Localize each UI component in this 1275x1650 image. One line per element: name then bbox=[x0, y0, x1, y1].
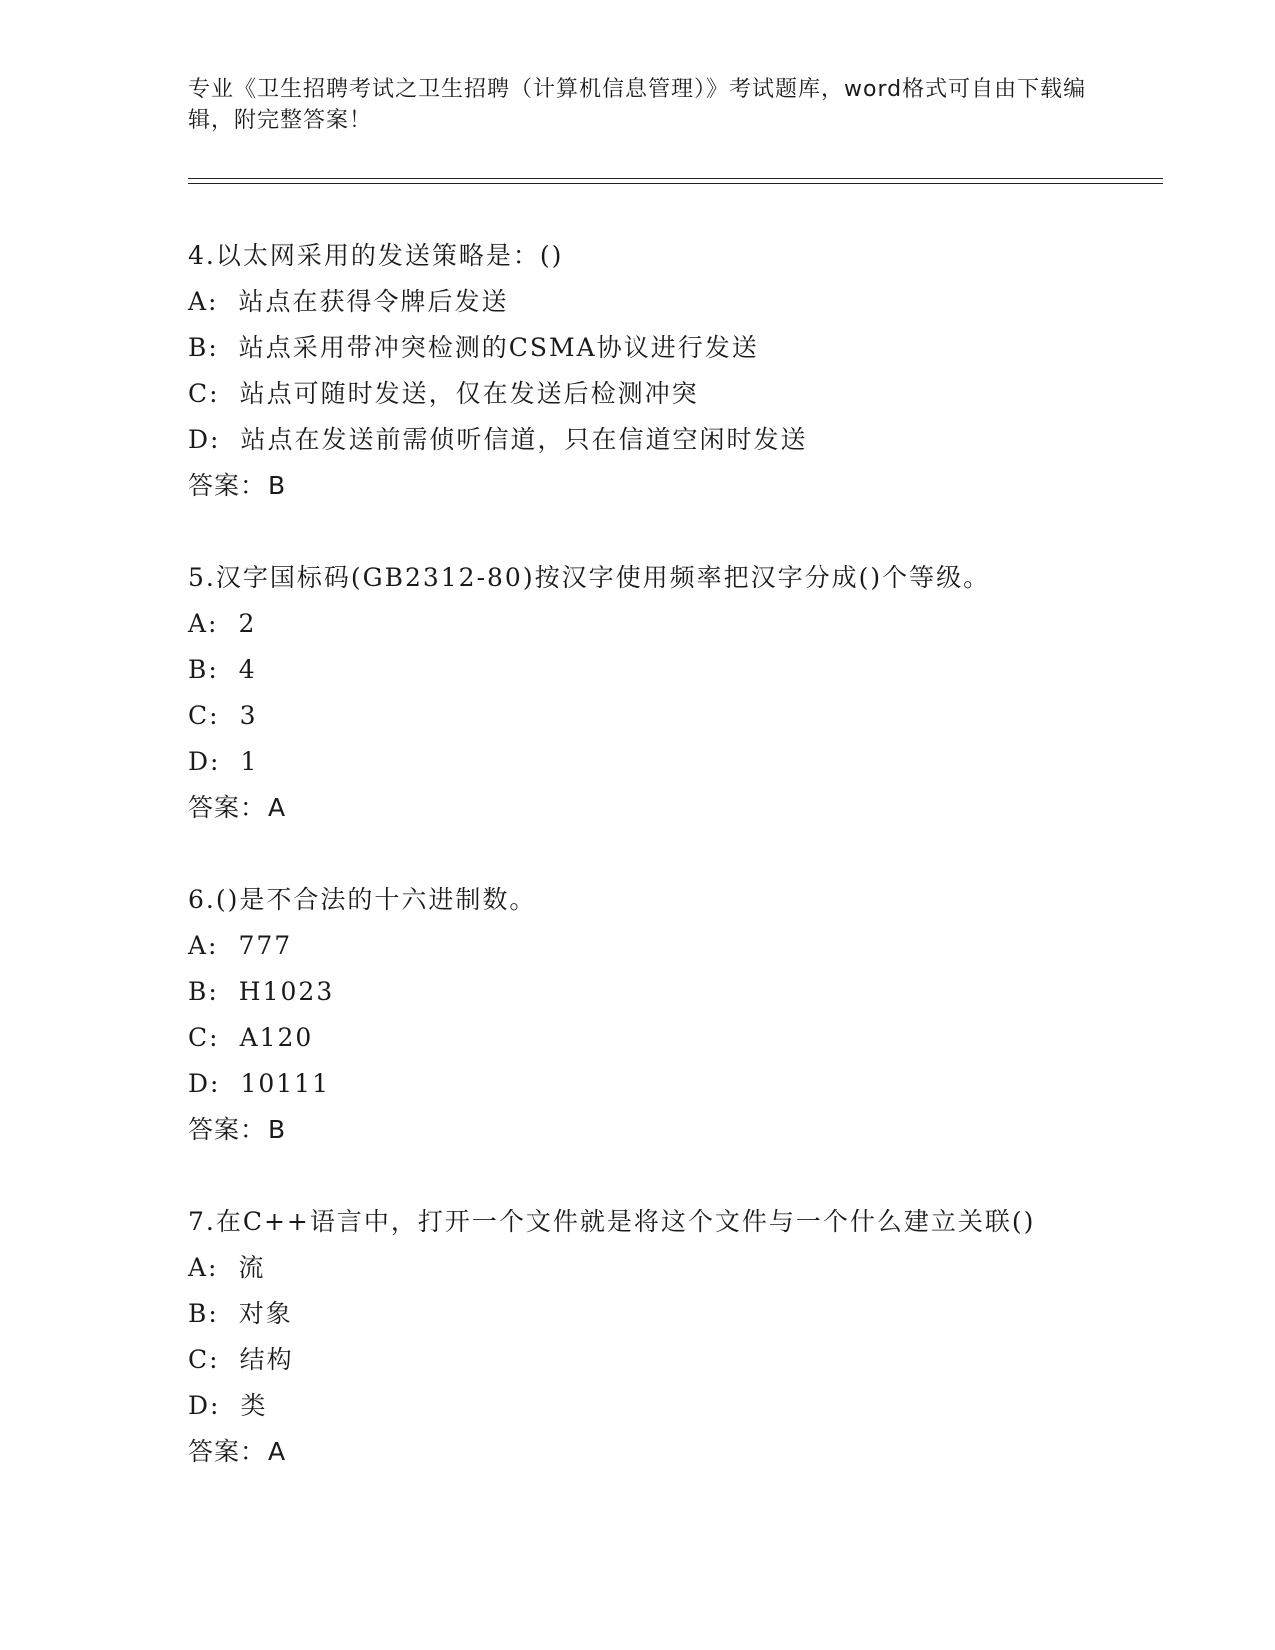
option-d bbox=[188, 1068, 1188, 1114]
option-text: A120 bbox=[239, 1023, 314, 1052]
question-stem: 7.在C++语言中，打开一个文件就是将这个文件与一个什么建立关联() bbox=[188, 1207, 1036, 1236]
answer-label: 答案： bbox=[188, 1115, 267, 1144]
option-letter: A: bbox=[188, 609, 219, 638]
option-c bbox=[188, 378, 1188, 424]
option-d bbox=[188, 424, 1188, 470]
option-text: 站点在获得令牌后发送 bbox=[238, 287, 509, 316]
header-divider-bottom bbox=[188, 183, 1163, 184]
option-a bbox=[188, 1252, 1188, 1298]
option-letter: D: bbox=[188, 1069, 221, 1098]
option-text: 结构 bbox=[239, 1345, 294, 1374]
option-letter: C: bbox=[188, 379, 220, 408]
option-letter: A: bbox=[188, 1253, 219, 1282]
option-b bbox=[188, 1298, 1188, 1344]
option-text: 1 bbox=[240, 747, 259, 776]
question-5 bbox=[188, 562, 1188, 838]
option-letter: C: bbox=[188, 701, 220, 730]
option-b bbox=[188, 654, 1188, 700]
option-letter: A: bbox=[188, 287, 219, 316]
option-text: 2 bbox=[238, 609, 257, 638]
option-a bbox=[188, 930, 1188, 976]
answer-label: 答案： bbox=[188, 1437, 267, 1466]
option-letter: B: bbox=[188, 655, 219, 684]
option-text: H1023 bbox=[238, 977, 335, 1006]
question-4 bbox=[188, 240, 1188, 516]
question-7 bbox=[188, 1206, 1188, 1482]
option-letter: C: bbox=[188, 1023, 220, 1052]
option-text: 777 bbox=[238, 931, 293, 960]
option-letter: B: bbox=[188, 1299, 219, 1328]
option-c bbox=[188, 1344, 1188, 1390]
answer-label: 答案： bbox=[188, 793, 267, 822]
question-6 bbox=[188, 884, 1188, 1160]
answer-value: B bbox=[268, 471, 287, 500]
answer-value: A bbox=[268, 793, 287, 822]
document-header: 专业《卫生招聘考试之卫生招聘（计算机信息管理）》考试题库，word格式可自由下载编辑，附完整答案！ bbox=[188, 77, 1087, 133]
answer-line bbox=[188, 1114, 1188, 1160]
option-d bbox=[188, 1390, 1188, 1436]
question-stem: 4.以太网采用的发送策略是：() bbox=[188, 241, 564, 270]
question-stem: 6.()是不合法的十六进制数。 bbox=[188, 885, 537, 914]
answer-line bbox=[188, 792, 1188, 838]
option-text: 站点采用带冲突检测的CSMA协议进行发送 bbox=[238, 333, 759, 362]
option-c bbox=[188, 700, 1188, 746]
question-stem: 5.汉字国标码(GB2312-80)按汉字使用频率把汉字分成()个等级。 bbox=[188, 563, 991, 592]
header-divider-top bbox=[188, 178, 1163, 179]
answer-value: A bbox=[268, 1437, 287, 1466]
option-text: 3 bbox=[239, 701, 258, 730]
option-letter: B: bbox=[188, 333, 219, 362]
option-text: 10111 bbox=[240, 1069, 330, 1098]
answer-value: B bbox=[268, 1115, 287, 1144]
option-text: 对象 bbox=[238, 1299, 293, 1328]
option-letter: B: bbox=[188, 977, 219, 1006]
option-d bbox=[188, 746, 1188, 792]
option-b bbox=[188, 332, 1188, 378]
option-letter: C: bbox=[188, 1345, 220, 1374]
option-text: 4 bbox=[238, 655, 257, 684]
answer-label: 答案： bbox=[188, 471, 267, 500]
option-letter: D: bbox=[188, 1391, 221, 1420]
answer-line bbox=[188, 470, 1188, 516]
answer-line bbox=[188, 1436, 1188, 1482]
option-text: 流 bbox=[238, 1253, 266, 1282]
option-c bbox=[188, 1022, 1188, 1068]
option-text: 站点在发送前需侦听信道，只在信道空闲时发送 bbox=[240, 425, 808, 454]
option-text: 站点可随时发送，仅在发送后检测冲突 bbox=[239, 379, 699, 408]
option-text: 类 bbox=[240, 1391, 268, 1420]
option-a bbox=[188, 608, 1188, 654]
option-letter: D: bbox=[188, 747, 221, 776]
option-a bbox=[188, 286, 1188, 332]
option-letter: D: bbox=[188, 425, 221, 454]
option-letter: A: bbox=[188, 931, 219, 960]
option-b bbox=[188, 976, 1188, 1022]
